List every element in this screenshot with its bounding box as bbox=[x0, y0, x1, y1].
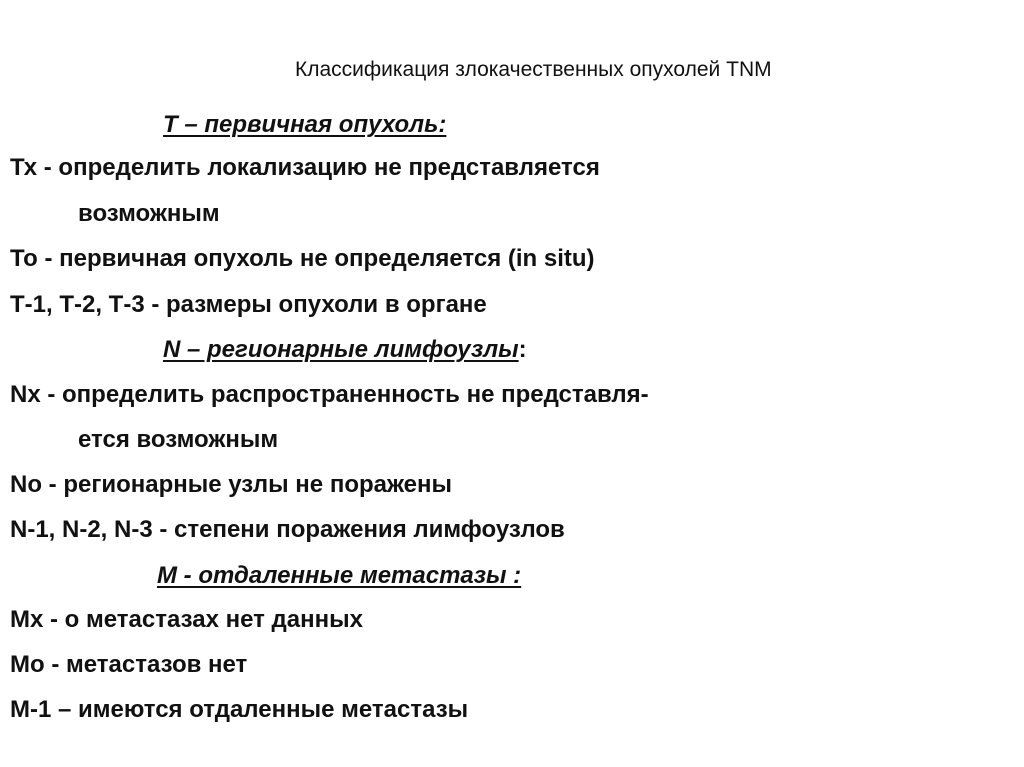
t0-line: То - первичная опухоль не определяется (in situ) bbox=[10, 245, 595, 272]
m1-line: М-1 – имеются отдаленные метастазы bbox=[10, 696, 469, 723]
n123-line: N-1, N-2, N-3 - степени поражения лимфоузлов bbox=[10, 516, 565, 543]
tx-line-continuation: возможным bbox=[78, 200, 220, 227]
t123-line: Т-1, Т-2, Т-3 - размеры опухоли в органе bbox=[10, 291, 487, 318]
n-section-heading: N – регионарные лимфоузлы bbox=[163, 336, 519, 363]
nx-line: Nx - определить распространенность не представля- bbox=[10, 381, 649, 408]
n-section-heading-colon: : bbox=[518, 336, 527, 363]
n-section-heading-row bbox=[163, 335, 527, 365]
m0-line: Мо - метастазов нет bbox=[10, 651, 248, 678]
t-section-heading: Т – первичная опухоль: bbox=[163, 111, 447, 138]
m-section-heading: М - отдаленные метастазы : bbox=[157, 562, 522, 589]
mx-line: Мх - о метастазах нет данных bbox=[10, 606, 363, 633]
nx-line-continuation: ется возможным bbox=[78, 426, 279, 453]
tx-line: Тх - определить локализацию не представляется bbox=[10, 154, 600, 181]
n0-line: No - регионарные узлы не поражены bbox=[10, 471, 453, 498]
slide-title: Классификация злокачественных опухолей TNM bbox=[295, 58, 772, 81]
